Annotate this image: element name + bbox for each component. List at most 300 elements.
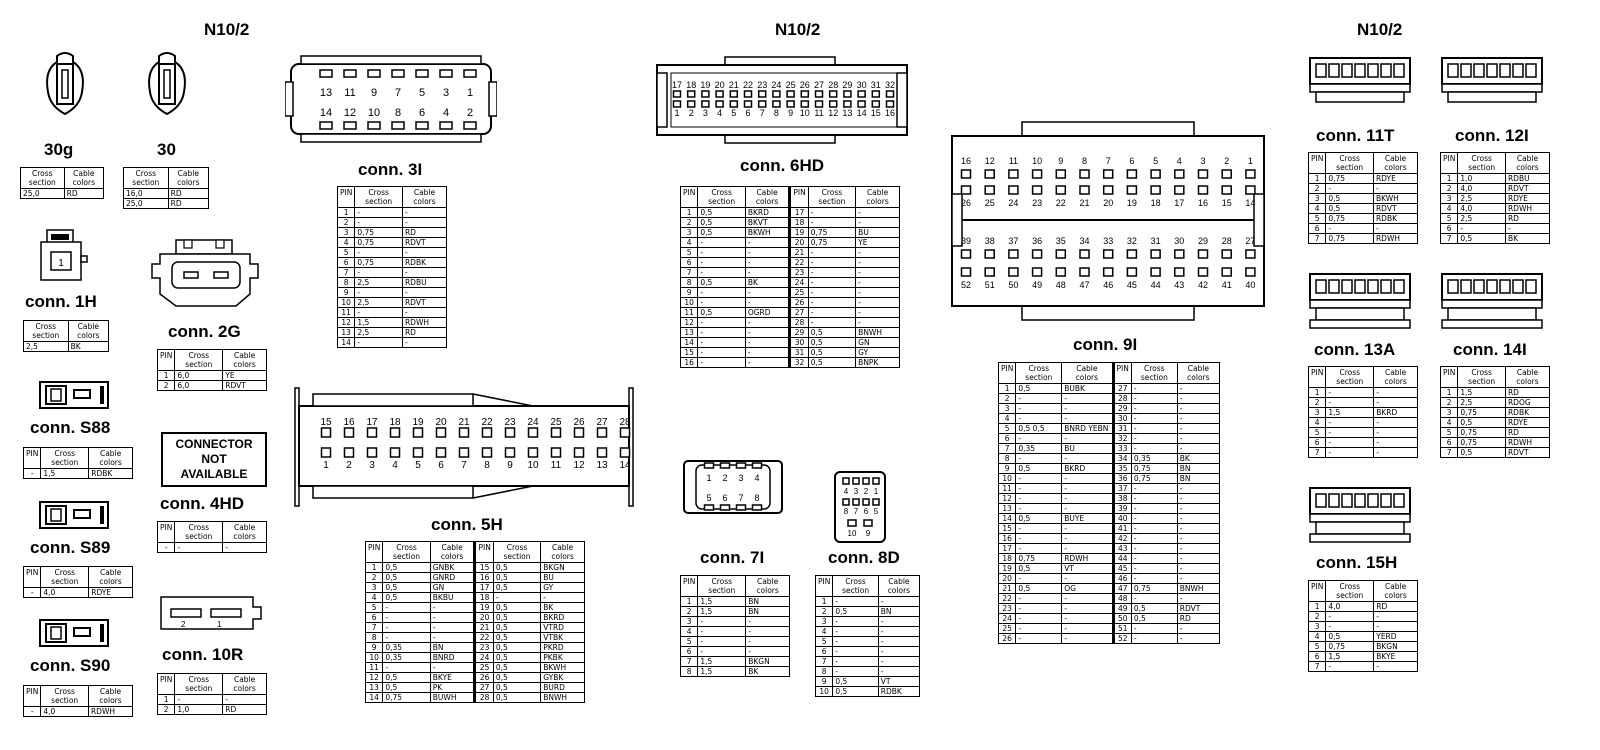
column-header: Cross section [41, 567, 89, 588]
table-row [681, 647, 790, 657]
column-header: Cable colors [856, 187, 900, 208]
table-cell: 28 [475, 693, 493, 703]
table-cell: - [1131, 384, 1177, 394]
pin-table-11t [1308, 152, 1418, 244]
table-cell: 4,0 [1458, 184, 1506, 194]
connector-6hd-icon [655, 55, 910, 145]
table-row [999, 454, 1220, 464]
pin-cavity [1381, 494, 1391, 507]
table-row [1309, 184, 1418, 194]
table-cell: 8 [366, 633, 383, 643]
table-row [1441, 184, 1550, 194]
table-cell: RDVT [1373, 204, 1417, 214]
table-row [338, 288, 447, 298]
pin-number: 18 [1150, 198, 1161, 208]
pin-cavity [1394, 280, 1404, 293]
table-row [681, 358, 900, 368]
connector-9i-icon [950, 120, 1266, 330]
pin-cavity [1127, 170, 1136, 178]
table-cell: 16 [475, 573, 493, 583]
table-row [366, 653, 585, 663]
pin-number: 22 [742, 80, 754, 90]
pin-number: 15 [320, 417, 332, 428]
pin-cavity [858, 91, 865, 97]
pin-cavity [1316, 64, 1326, 77]
table-cell: RDBK [402, 258, 446, 268]
connector-name-15h: conn. 15H [1316, 553, 1398, 572]
pin-number: 14 [1245, 198, 1256, 208]
table-cell: - [1374, 428, 1418, 438]
pin-cavity [1009, 268, 1018, 276]
pin-table-10r [157, 673, 267, 715]
column-header: Cross section [698, 576, 746, 597]
table-row [816, 647, 920, 657]
table-cell: 48 [1113, 594, 1131, 604]
table-cell: 23 [475, 643, 493, 653]
table-row [1441, 234, 1550, 244]
table-cell: 0,5 [1326, 194, 1374, 204]
table-header [1309, 153, 1418, 174]
table-cell: 7 [681, 268, 698, 278]
table-cell: - [1326, 224, 1374, 234]
pin-table-s89 [23, 566, 133, 598]
table-cell: - [1062, 544, 1113, 554]
pin-number: 23 [1032, 198, 1043, 208]
pin-cavity [1151, 186, 1160, 194]
table-cell: 4 [1309, 418, 1326, 428]
table-cell: - [833, 627, 878, 637]
column-header: PIN [158, 674, 175, 695]
pin-number: 9 [507, 460, 513, 471]
table-row [681, 667, 790, 677]
table-cell: - [745, 258, 789, 268]
table-cell: 27 [475, 683, 493, 693]
table-cell: - [833, 637, 878, 647]
pin-number: 19 [1126, 198, 1137, 208]
table-cell: - [746, 627, 790, 637]
table-row [1441, 204, 1550, 214]
pin-number: 9 [1058, 156, 1064, 166]
table-cell: 3 [681, 617, 698, 627]
table-cell: - [1131, 494, 1177, 504]
table-cell: - [1131, 444, 1177, 454]
table-cell: 5 [1309, 642, 1326, 652]
table-row [366, 613, 585, 623]
table-row [1309, 214, 1418, 224]
table-cell: RDBK [1373, 214, 1417, 224]
table-cell: - [698, 288, 745, 298]
pin-cavity [787, 101, 794, 107]
table-cell: - [856, 268, 900, 278]
table-cell: 0,5 [1016, 584, 1062, 594]
pin-cavity [322, 448, 331, 457]
connector-3i-icon [285, 52, 497, 146]
pin-number: 14 [619, 460, 631, 471]
table-cell: - [1062, 434, 1113, 444]
table-cell: - [833, 647, 878, 657]
pin-number: 42 [1197, 280, 1209, 290]
table-cell: 1 [1441, 174, 1458, 184]
pin-cavity [1199, 186, 1208, 194]
pin-number: 11 [344, 87, 356, 99]
pin-number: 35 [1055, 236, 1066, 246]
table-cell: YERD [1374, 632, 1418, 642]
table-row [1309, 612, 1418, 622]
column-header: Cross section [493, 542, 540, 563]
table-cell: 3 [999, 404, 1016, 414]
table-cell: - [383, 603, 430, 613]
table-row [999, 634, 1220, 644]
pin-number: 10 [367, 107, 381, 119]
table-cell: 0,5 [1326, 204, 1374, 214]
table-cell: - [1326, 448, 1374, 458]
table-cell: 0,5 [808, 348, 855, 358]
table-cell: - [1131, 424, 1177, 434]
table-cell: - [1177, 384, 1219, 394]
table-cell: 4,0 [41, 588, 89, 598]
table-cell: 7 [1441, 234, 1458, 244]
table-row [338, 208, 447, 218]
table-cell: - [24, 469, 41, 479]
table-cell: 20 [999, 574, 1016, 584]
pin-number: 17 [366, 417, 378, 428]
pin-cavity [1329, 494, 1339, 507]
column-header: PIN [24, 448, 41, 469]
pin-cavity [873, 499, 879, 505]
table-row [681, 288, 900, 298]
table-cell: RDVT [1505, 184, 1549, 194]
pin-number: 6 [745, 108, 751, 118]
pin-cavity [1474, 64, 1484, 77]
table-row [1441, 398, 1550, 408]
table-cell: BK [68, 342, 108, 352]
pin-number: 25 [984, 198, 995, 208]
table-row [681, 258, 900, 268]
connector-7i-icon [682, 455, 784, 519]
pin-cavity [753, 463, 762, 468]
pin-cavity [1222, 250, 1231, 258]
table-header [816, 576, 920, 597]
table-row [366, 633, 585, 643]
connector-name-1h: conn. 1H [25, 292, 97, 311]
table-cell: 8 [681, 278, 698, 288]
table-cell: - [1177, 634, 1219, 644]
table-cell: GY [856, 348, 900, 358]
pin-cavity [759, 101, 766, 107]
table-cell: - [1326, 418, 1374, 428]
table-header [124, 168, 209, 189]
table-cell: 17 [475, 583, 493, 593]
table-cell: - [833, 657, 878, 667]
table-cell: RDWH [1373, 234, 1417, 244]
table-cell: - [1016, 594, 1062, 604]
table-cell: 6 [1309, 438, 1326, 448]
pin-number: 38 [984, 236, 995, 246]
table-cell: 5 [681, 248, 698, 258]
pin-cavity [962, 170, 971, 178]
table-row [338, 238, 447, 248]
table-row [1441, 438, 1550, 448]
pin-number: 1 [323, 460, 329, 471]
header-center: N10/2 [775, 20, 821, 39]
table-cell: BKRD [541, 613, 585, 623]
column-header: Cable colors [89, 567, 133, 588]
table-cell: 6,0 [175, 371, 223, 381]
connector-name-5h: conn. 5H [431, 515, 503, 534]
table-row [999, 384, 1220, 394]
table-cell: 16,0 [124, 189, 169, 199]
pin-cavity [1500, 64, 1510, 77]
table-cell: BKVT [745, 218, 789, 228]
pin-number: 27 [596, 417, 608, 428]
pin-number: 24 [527, 417, 539, 428]
table-cell: 1 [681, 208, 698, 218]
table-cell: RDWH [1062, 554, 1113, 564]
pin-number: 26 [960, 198, 972, 208]
table-cell: 29 [1113, 404, 1131, 414]
table-cell: - [856, 208, 900, 218]
table-cell: 20 [475, 613, 493, 623]
pin-table-3i [337, 186, 447, 348]
connector-s90-icon [38, 618, 110, 648]
table-cell: - [402, 218, 446, 228]
pin-cavity [1222, 170, 1231, 178]
pin-cavity [702, 91, 709, 97]
table-cell: 4 [1309, 204, 1326, 214]
pin-cavity [621, 428, 630, 437]
table-cell: 17 [790, 208, 808, 218]
table-cell: 23 [790, 268, 808, 278]
table-cell: - [1016, 504, 1062, 514]
table-cell: - [223, 695, 267, 705]
pin-cavity [1461, 64, 1471, 77]
table-cell: RD [1505, 214, 1549, 224]
table-cell: RDVT [402, 298, 446, 308]
pin-cavity [1199, 268, 1208, 276]
table-cell: 5 [366, 603, 383, 613]
table-cell: - [1373, 224, 1417, 234]
table-cell: 3 [338, 228, 355, 238]
table-cell: 27 [790, 308, 808, 318]
pin-cavity [887, 101, 894, 107]
table-cell: 2 [1309, 612, 1326, 622]
table-row [1309, 428, 1418, 438]
pin-cavity [1175, 250, 1184, 258]
pin-number: 51 [984, 280, 995, 290]
pin-cavity [1175, 170, 1184, 178]
table-cell: - [1131, 544, 1177, 554]
column-header: Cable colors [430, 542, 475, 563]
table-cell: - [1177, 404, 1219, 414]
pin-number: 20 [435, 417, 447, 428]
table-cell: BNRD [430, 653, 475, 663]
table-cell: - [1062, 494, 1113, 504]
table-cell: - [1062, 524, 1113, 534]
table-cell: BKRD [745, 208, 789, 218]
table-cell: GY [541, 583, 585, 593]
table-cell: 30 [790, 338, 808, 348]
table-cell: 5 [999, 424, 1016, 434]
table-cell: GYBK [541, 673, 585, 683]
table-cell: - [833, 597, 878, 607]
table-cell: - [1177, 494, 1219, 504]
table-cell: BNWH [856, 328, 900, 338]
table-cell: 0,5 [493, 583, 540, 593]
pin-cavity [674, 101, 681, 107]
table-cell: 18 [475, 593, 493, 603]
pin-table-30g [20, 167, 104, 199]
table-row [1309, 448, 1418, 458]
table-cell: 4 [681, 627, 698, 637]
table-cell: - [1062, 504, 1113, 514]
column-header: Cable colors [745, 187, 789, 208]
pin-cavity [1355, 280, 1365, 293]
pin-number: 9 [865, 529, 871, 538]
table-cell: - [1016, 524, 1062, 534]
table-row [24, 469, 133, 479]
table-cell: RDVT [1505, 448, 1549, 458]
pin-number: 12 [828, 108, 839, 118]
table-cell: 0,5 [1016, 564, 1062, 574]
pin-number: 40 [1245, 280, 1256, 290]
pin-number: 24 [771, 80, 782, 90]
table-cell: 0,5 [493, 693, 540, 703]
table-cell: - [808, 218, 855, 228]
table-row [366, 573, 585, 583]
pin-cavity [1381, 64, 1391, 77]
table-cell: BN [878, 607, 919, 617]
not-available-line-3: AVAILABLE [180, 467, 248, 481]
pin-cavity [1246, 170, 1255, 178]
column-header: Cross section [833, 576, 878, 597]
table-cell: 3 [681, 228, 698, 238]
table-cell: 44 [1113, 554, 1131, 564]
table-cell: - [808, 258, 855, 268]
table-cell: - [158, 543, 175, 553]
pin-number: 8 [754, 493, 760, 503]
connector-name-13a: conn. 13A [1314, 340, 1396, 359]
table-row [999, 424, 1220, 434]
table-cell: 40 [1113, 514, 1131, 524]
table-cell: BN [1177, 474, 1219, 484]
table-cell: 17 [999, 544, 1016, 554]
column-header: PIN [475, 542, 493, 563]
pin-cavity [1381, 280, 1391, 293]
pin-cavity [1222, 186, 1231, 194]
pin-number: 10 [799, 108, 810, 118]
connector-name-s88: conn. S88 [30, 418, 111, 437]
pin-number: 28 [1221, 236, 1232, 246]
table-row [1309, 652, 1418, 662]
pin-cavity [1342, 64, 1352, 77]
table-cell: 0,5 [698, 218, 745, 228]
table-cell: 4,0 [1458, 204, 1506, 214]
table-cell: 1,5 [698, 597, 746, 607]
pin-cavity [1222, 268, 1231, 276]
table-cell: 0,5 [1458, 234, 1506, 244]
pin-cavity [1104, 268, 1113, 276]
table-cell: - [1177, 544, 1219, 554]
table-row [366, 663, 585, 673]
pin-number: 10 [1032, 156, 1043, 166]
pin-cavity [1151, 170, 1160, 178]
pin-cavity [1368, 494, 1378, 507]
pin-cavity [863, 499, 869, 505]
table-cell: - [1326, 184, 1374, 194]
table-cell: 11 [338, 308, 355, 318]
table-row [1309, 234, 1418, 244]
column-header: PIN [158, 522, 175, 543]
table-row [1309, 662, 1418, 672]
table-row [1309, 602, 1418, 612]
table-cell: - [1016, 434, 1062, 444]
table-header [24, 321, 109, 342]
table-cell: - [1177, 524, 1219, 534]
pin-number: 4 [754, 473, 760, 483]
table-cell: 21 [475, 623, 493, 633]
pin-number: 2 [466, 107, 474, 119]
pin-number: 1 [706, 473, 712, 483]
table-cell: 13 [681, 328, 698, 338]
pin-number: 30 [856, 80, 867, 90]
table-cell: 0,75 [1326, 174, 1374, 184]
column-header: Cross section [24, 321, 69, 342]
table-cell: 1 [1309, 602, 1326, 612]
table-cell: 0,5 [1458, 418, 1506, 428]
pin-cavity [858, 101, 865, 107]
table-cell: - [698, 258, 745, 268]
pin-number: 6 [863, 507, 869, 516]
table-cell: 7 [1309, 448, 1326, 458]
table-cell: BU [541, 573, 585, 583]
table-cell: 6 [366, 613, 383, 623]
table-header [24, 686, 133, 707]
pin-table-5h [365, 541, 585, 703]
table-cell: BUWH [430, 693, 475, 703]
table-cell: 9 [681, 288, 698, 298]
table-cell: 2,5 [355, 328, 403, 338]
table-cell: 2,5 [355, 298, 403, 308]
pin-cavity [1033, 268, 1042, 276]
table-cell: 0,75 [1458, 408, 1506, 418]
table-row [1309, 418, 1418, 428]
table-cell: VTBK [541, 633, 585, 643]
table-cell: GNBK [430, 563, 475, 573]
table-cell: 25,0 [21, 189, 65, 199]
connector-name-12i: conn. 12I [1455, 126, 1529, 145]
table-cell: 14 [366, 693, 383, 703]
table-cell: 19 [790, 228, 808, 238]
pin-number: 15 [1221, 198, 1232, 208]
table-cell: 25 [475, 663, 493, 673]
table-cell: 28 [1113, 394, 1131, 404]
table-row [158, 371, 267, 381]
table-cell: 1,5 [698, 667, 746, 677]
pin-number: 19 [700, 80, 711, 90]
table-cell: 9 [999, 464, 1016, 474]
column-header: PIN [999, 363, 1016, 384]
table-cell: - [808, 318, 855, 328]
table-cell: - [1131, 634, 1177, 644]
table-cell: VT [878, 677, 919, 687]
table-cell: 16 [999, 534, 1016, 544]
pin-cavity [737, 505, 746, 510]
connector-name-6hd: conn. 6HD [740, 156, 825, 175]
table-cell: 46 [1113, 574, 1131, 584]
table-cell: 8 [999, 454, 1016, 464]
column-header: Cable colors [1062, 363, 1113, 384]
table-cell: - [1131, 564, 1177, 574]
